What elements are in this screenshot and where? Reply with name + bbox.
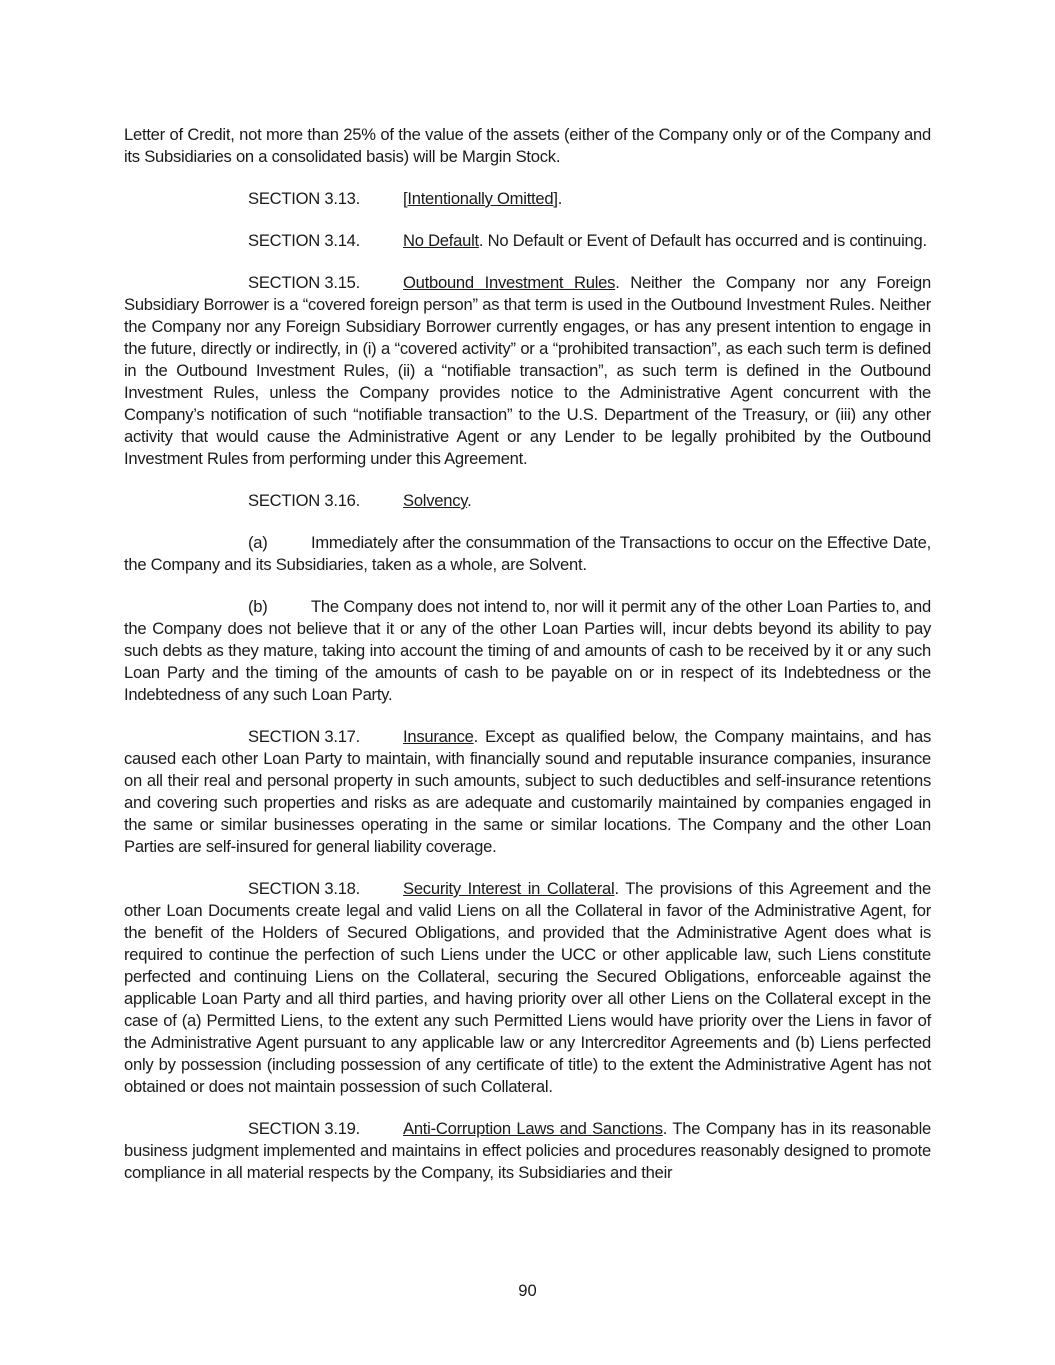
section-number: SECTION 3.15. xyxy=(248,273,361,292)
section-title: [Intentionally Omitted] xyxy=(403,189,558,208)
section-title: Insurance xyxy=(403,727,474,746)
section-title: No Default xyxy=(403,231,479,250)
section-title: Outbound Investment Rules xyxy=(403,273,616,292)
section-number: SECTION 3.19. xyxy=(248,1119,361,1138)
section-3-15 xyxy=(124,272,931,470)
clause-label: (b) xyxy=(248,597,268,616)
section-title: Solvency xyxy=(403,491,468,510)
section-number: SECTION 3.16. xyxy=(248,491,361,510)
section-text: . Neither the Company nor any Foreign Subsidiary Borrower is a “covered foreign person” as that term is used in the Outbound Investment Rules. Neither the Company nor any Foreign Subsidiary Borrower currently engages, or has any present intention to engage in the future, directly or indirectly, in (i) a “covered activity” or a “prohibited transaction”, as each such term is defined in the Outbound Investment Rules, (ii) a “notifiable transaction”, as such term is defined in the Outbound Investment Rules, unless the Company provides notice to the Administrative Agent concurrent with the Company’s notification of such “notifiable transaction” to the U.S. Department of the Treasury, or (iii) any other activity that would cause the Administrative Agent or any Lender to be legally prohibited by the Outbound Investment Rules from performing under this Agreement. xyxy=(124,273,931,468)
section-3-14 xyxy=(124,230,931,252)
clause-label: (a) xyxy=(248,533,268,552)
section-text: . Except as qualified below, the Company maintains, and has caused each other Loan Party to maintain, with financially sound and reputable insurance companies, insurance on all their real and personal property in such amounts, subject to such deductibles and self-insurance retentions and covering such properties and risks as are adequate and customarily maintained by companies engaged in the same or similar businesses operating in the same or similar locations. The Company and the other Loan Parties are self-insured for general liability coverage. xyxy=(124,727,931,856)
section-text: . xyxy=(557,189,563,208)
section-number: SECTION 3.14. xyxy=(248,231,361,250)
section-3-18 xyxy=(124,878,931,1098)
section-text: . No Default or Event of Default has occurred and is continuing. xyxy=(478,231,927,250)
section-number: SECTION 3.13. xyxy=(248,189,361,208)
document-page xyxy=(124,124,931,1204)
section-3-19 xyxy=(124,1118,931,1184)
section-3-16 xyxy=(124,490,931,512)
section-text: . The Company has in its reasonable business judgment implemented and maintains in effect policies and procedures reasonably designed to promote compliance in all material respects by the Company, its Subsidiaries and their xyxy=(124,1119,931,1182)
section-text: . The provisions of this Agreement and the other Loan Documents create legal and valid Liens on all the Collateral in favor of the Administrative Agent, for the benefit of the Holders of Secured Obligations, and provided that the Administrative Agent does what is required to continue the perfection of such Liens under the UCC or other applicable law, such Liens constitute perfected and continuing Liens on the Collateral, securing the Secured Obligations, enforceable against the applicable Loan Party and all third parties, and having priority over all other Liens on the Collateral except in the case of (a) Permitted Liens, to the extent any such Permitted Liens would have priority over the Liens in favor of the Administrative Agent pursuant to any applicable law or any Intercreditor Agreements and (b) Liens perfected only by possession (including possession of any certificate of title) to the extent the Administrative Agent has not obtained or does not maintain possession of such Collateral. xyxy=(124,879,931,1096)
section-number: SECTION 3.18. xyxy=(248,879,361,898)
clause-text: Immediately after the consummation of the Transactions to occur on the Effective Date, the Company and its Subsidiaries, taken as a whole, are Solvent. xyxy=(124,533,931,574)
paragraph-intro: Letter of Credit, not more than 25% of the value of the assets (either of the Company only or of the Company and its Subsidiaries on a consolidated basis) will be Margin Stock. xyxy=(124,125,931,166)
section-3-16-b xyxy=(124,596,931,706)
section-title: Anti-Corruption Laws and Sanctions xyxy=(403,1119,663,1138)
section-text: . xyxy=(467,491,472,510)
section-number: SECTION 3.17. xyxy=(248,727,361,746)
section-3-13 xyxy=(124,188,931,210)
page-number: 90 xyxy=(518,1281,537,1300)
section-title: Security Interest in Collateral xyxy=(403,879,615,898)
clause-text: The Company does not intend to, nor will it permit any of the other Loan Parties to, and the Company does not believe that it or any of the other Loan Parties will, incur debts beyond its ability to pay such debts as they mature, taking into account the timing of and amounts of cash to be received by it or any such Loan Party and the timing of the amounts of cash to be payable on or in respect of its Indebtedness or the Indebtedness of any such Loan Party. xyxy=(124,597,931,704)
section-3-16-a xyxy=(124,532,931,576)
section-3-17 xyxy=(124,726,931,858)
